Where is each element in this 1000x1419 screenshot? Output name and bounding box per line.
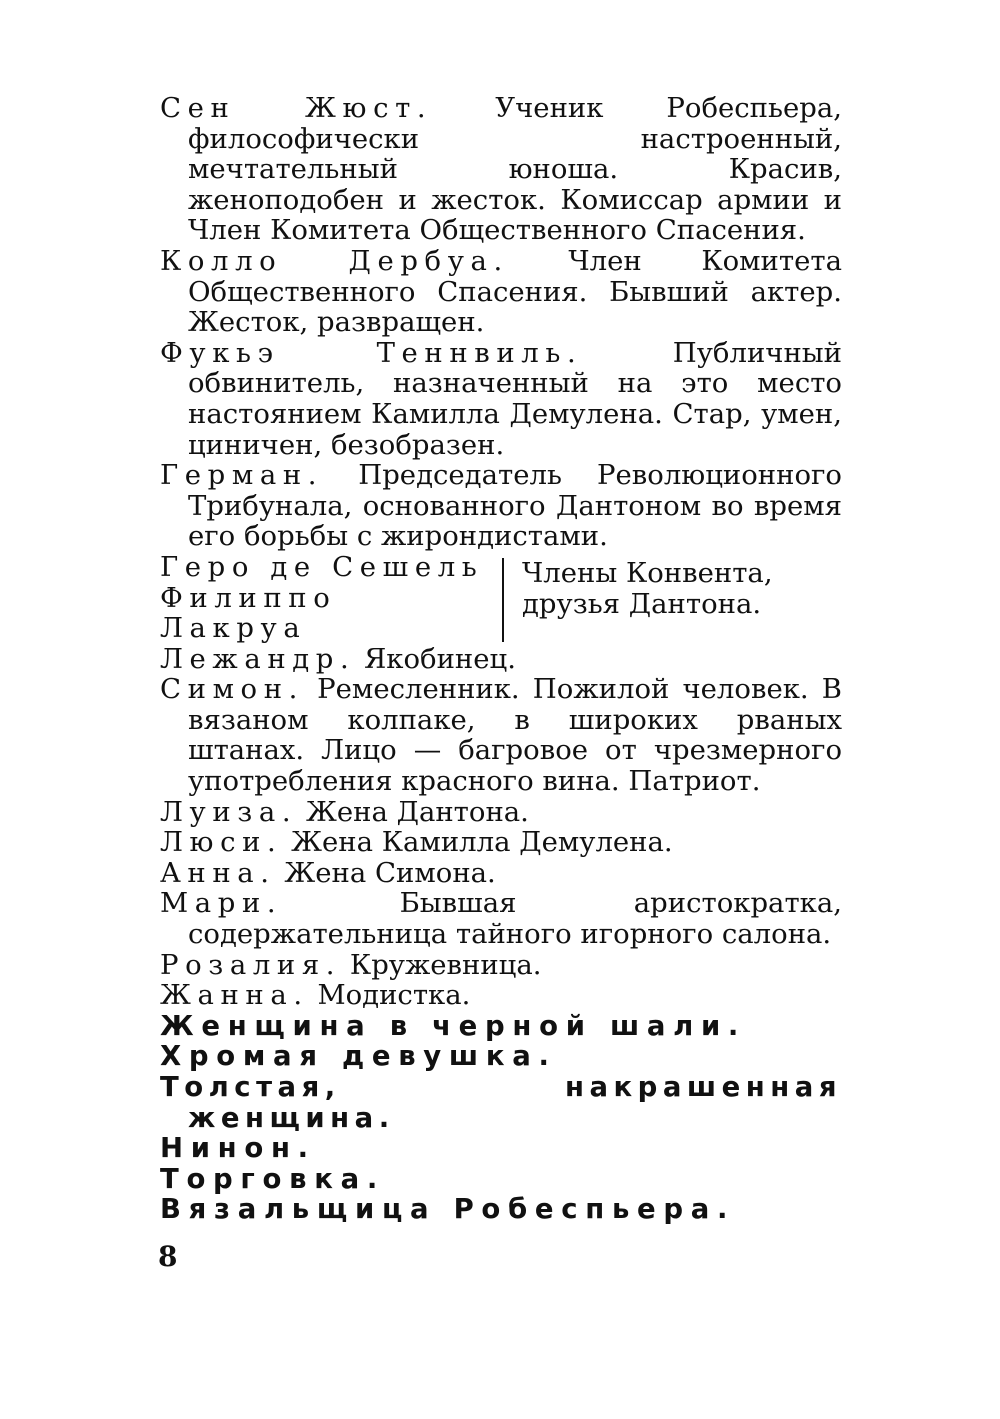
cast-entry (160, 246, 842, 338)
cast-entry (160, 827, 842, 858)
character-name: Симон. (160, 673, 304, 706)
character-description: Жена Симона. (284, 856, 496, 889)
character-name: Геро де Сешель (160, 550, 484, 583)
character-name: Филиппо (160, 581, 337, 614)
character-description: Председатель Революционного Трибунала, основанного Дантоном во время его борьбы с жирондистами. (188, 459, 842, 553)
cast-entry (160, 797, 842, 828)
cast-entry-spaced: Хромая девушка. (160, 1040, 557, 1073)
group-names (160, 552, 498, 644)
character-name: Розалия. (160, 948, 342, 981)
character-description: Жена Дантона. (305, 795, 529, 828)
cast-entry-spaced: Вязальщица Робеспьера. (160, 1193, 736, 1226)
character-name: Мари. (160, 887, 283, 920)
character-description: Модистка. (317, 979, 471, 1012)
cast-entry (160, 980, 842, 1011)
cast-entry-spaced: Торговка. (160, 1162, 385, 1195)
grouped-cast-entry (160, 552, 842, 644)
character-description: Якобинец. (364, 642, 516, 675)
cast-entry (160, 674, 842, 796)
character-name: Лежандр. (160, 642, 356, 675)
cast-entry (160, 858, 842, 889)
character-name: Жанна. (160, 979, 309, 1012)
cast-entry-spaced: Толстая, накрашенная женщина. (160, 1071, 842, 1134)
cast-entry-spaced: Нинон. (160, 1132, 316, 1165)
character-description: Кружевница. (349, 948, 542, 981)
character-name: Сен Жюст. (160, 92, 433, 124)
character-name: Лакруа (160, 612, 307, 645)
cast-entry (160, 338, 842, 460)
character-description: Бывшая аристократка, содержательница тайного игорного салона. (188, 887, 842, 951)
group-description-line: друзья Дантона. (522, 587, 762, 620)
group-description-line: Члены Конвента, (522, 556, 773, 589)
character-name: Анна. (160, 856, 276, 889)
character-name: Луиза. (160, 795, 298, 828)
cast-entry (160, 644, 842, 675)
character-description: Член Комитета Общественного Спасения. Бывший актер. Жесток, развращен. (188, 244, 842, 339)
cast-entry (160, 950, 842, 981)
character-description: Жена Камилла Демулена. (291, 826, 673, 859)
character-name: Герман. (160, 459, 324, 492)
cast-entry (160, 888, 842, 949)
character-description: Ученик Робеспьера, философически настроенный, мечтательный юноша. Красив, женоподобен и жесток. Комиссар армии и Член Комитета Общественного Спасения. (188, 92, 843, 247)
cast-list (160, 93, 842, 1225)
cast-entry (160, 460, 842, 552)
group-brace (502, 558, 504, 642)
character-name: Колло Дербуа. (160, 244, 509, 277)
character-name: Фукьэ Теннвиль. (160, 336, 583, 369)
character-description: Ремесленник. Пожилой человек. В вязаном колпаке, в широких рваных штанах. Лицо — багровое от чрезмерного употребления красного вина. Патриот. (188, 673, 842, 798)
character-description: Публичный обвинитель, назначенный на это место настоянием Камилла Демулена. Стар, умен, циничен, безобразен. (188, 336, 842, 461)
cast-entry (160, 93, 842, 246)
cast-entry-spaced: Женщина в черной шали. (160, 1009, 747, 1042)
page-number: 8 (158, 1240, 178, 1273)
group-description (522, 552, 773, 644)
character-name: Люси. (160, 826, 283, 859)
